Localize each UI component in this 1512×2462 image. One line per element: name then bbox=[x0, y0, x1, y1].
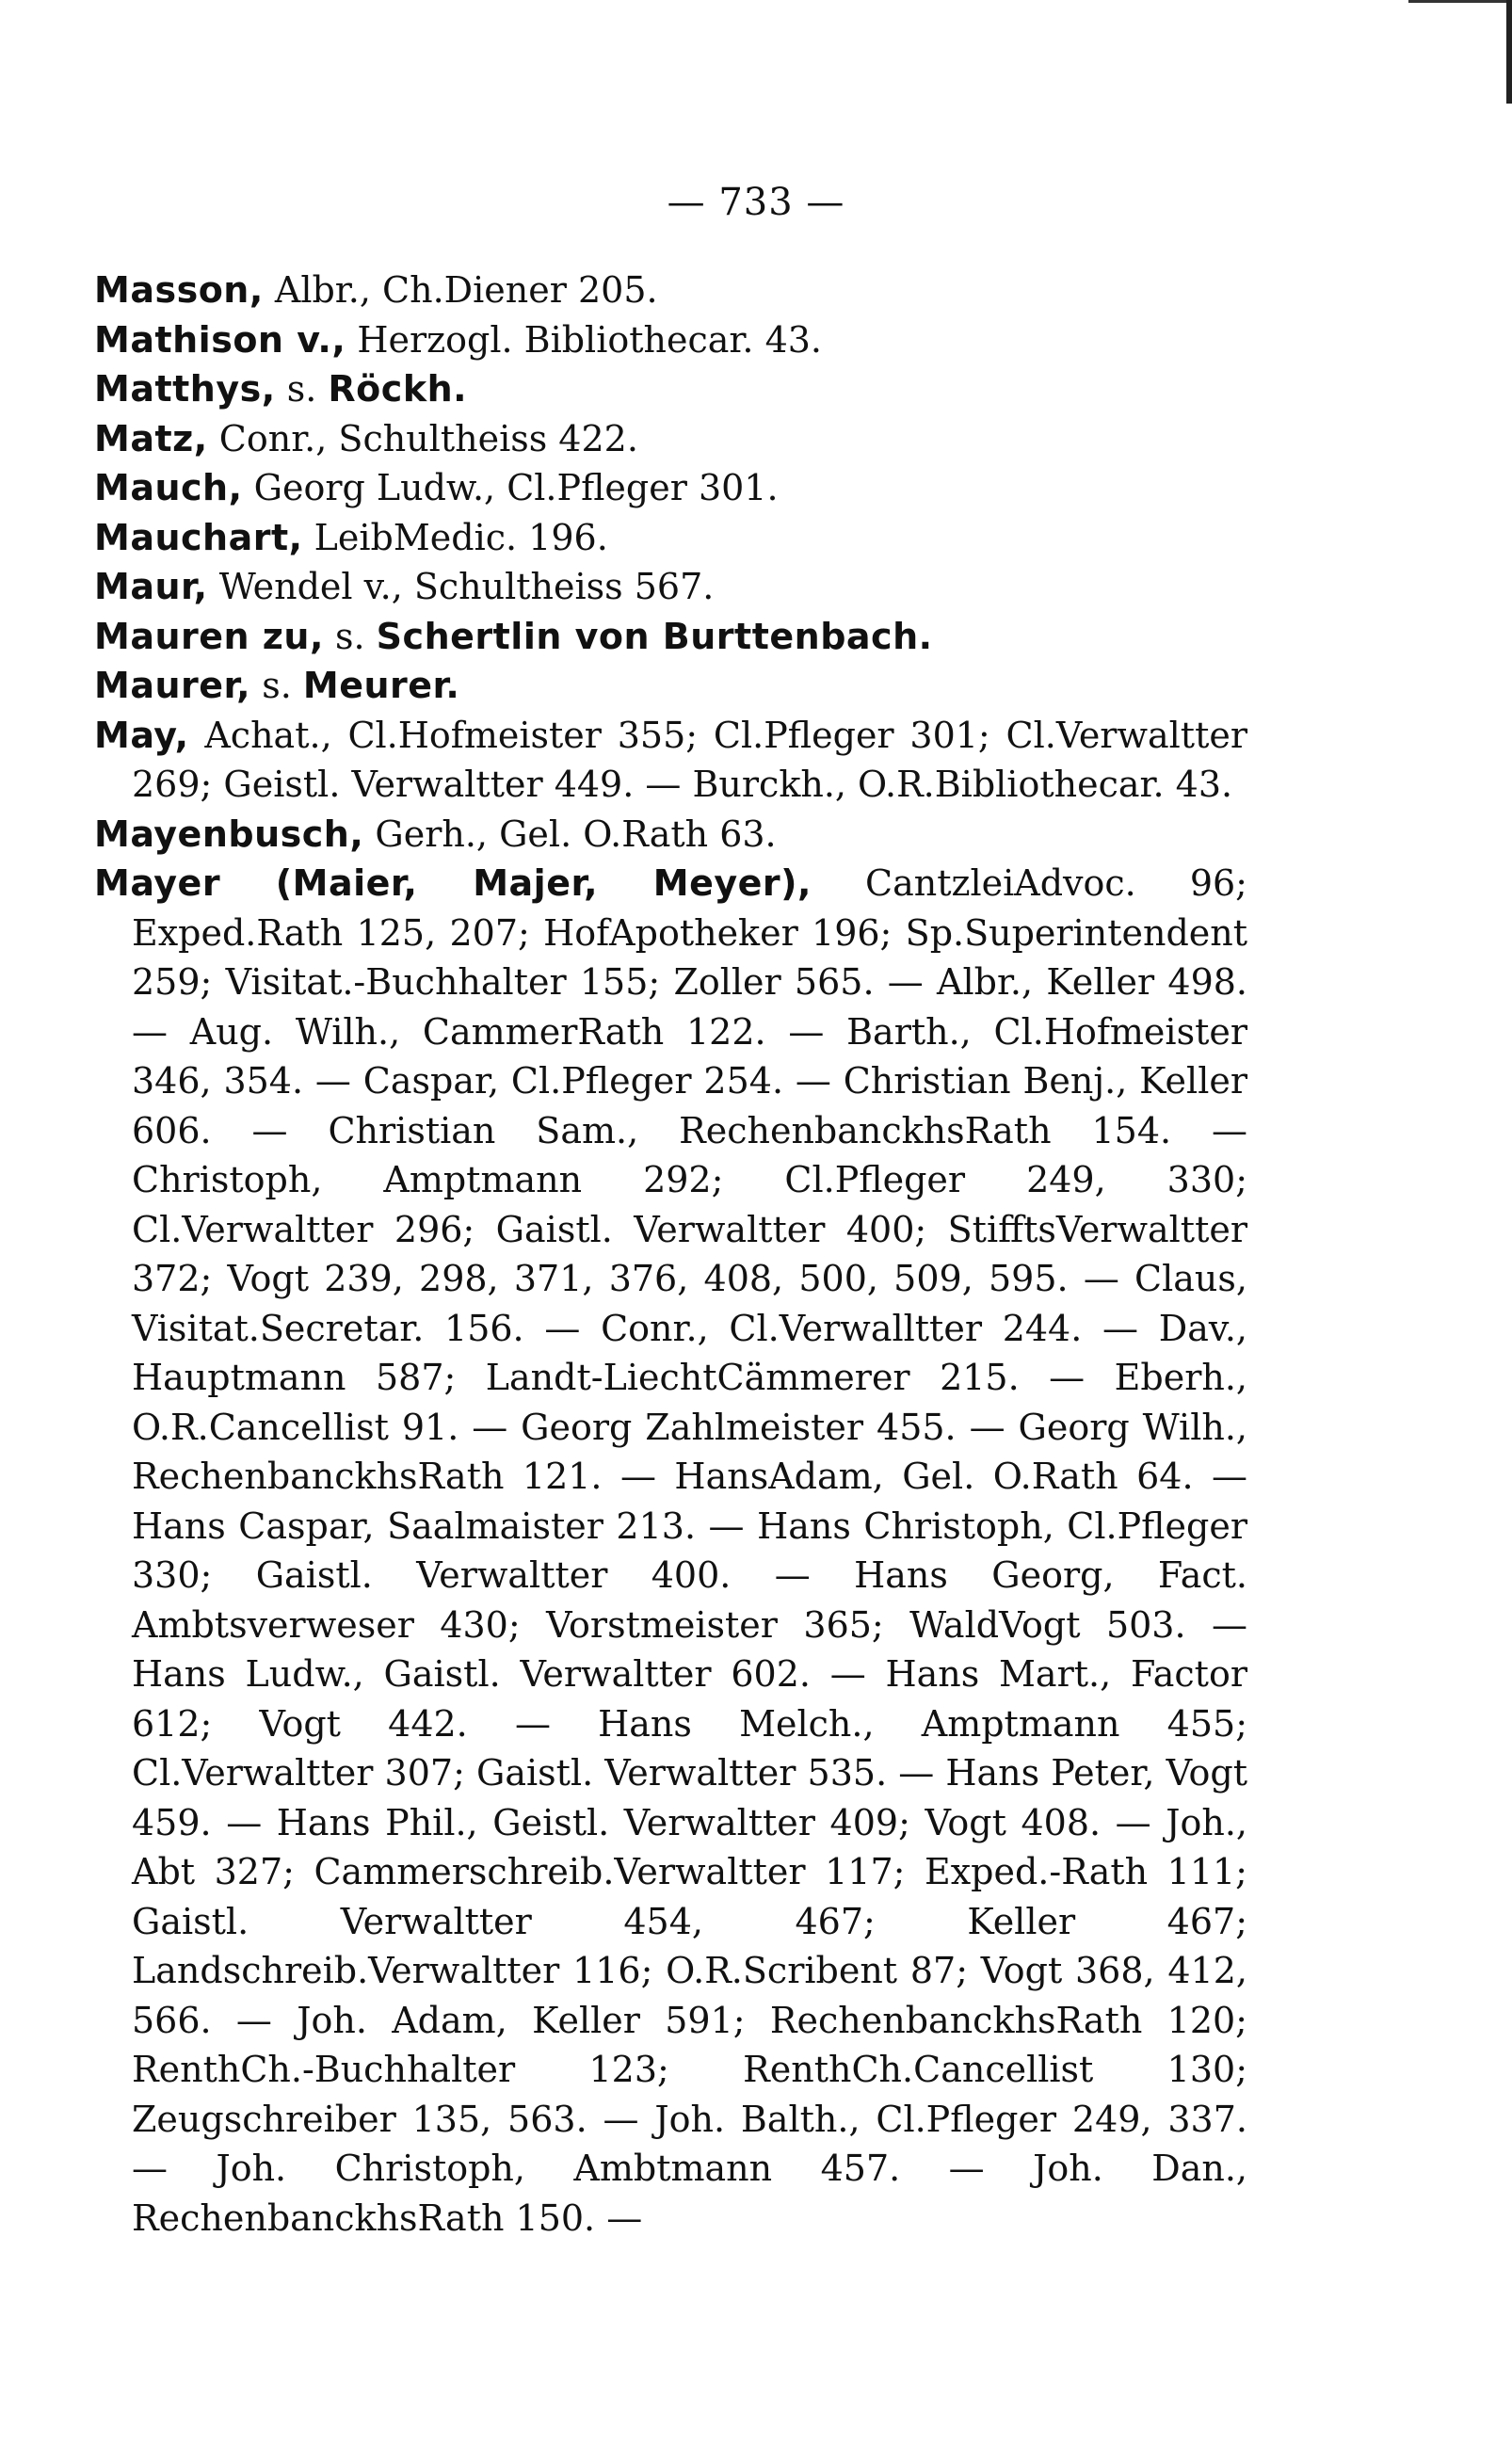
page-edge-mark bbox=[1506, 0, 1512, 104]
entry-text: Conr., Schultheiss 422. bbox=[207, 417, 638, 459]
register-entry bbox=[94, 513, 1247, 563]
entry-text: LeibMedic. 196. bbox=[302, 516, 608, 558]
entry-see-also: s. bbox=[323, 615, 377, 657]
entry-cross-reference: Schertlin von Burttenbach. bbox=[376, 615, 933, 657]
register-entry bbox=[94, 463, 1247, 513]
entry-text: CantzleiAdvoc. 96; Exped.Rath 125, 207; HofApotheker 196; Sp.Superintendent 259; Visitat.-Buchhalter 155; Zoller 565. — Albr., Keller 498. — Aug. Wilh., CammerRath 122. — Barth., Cl.Hofmeister 346, 354. — Caspar, Cl.Pfleger 254. — Christian Benj., Keller 606. — Christian Sam., RechenbanckhsRath 154. — Christoph, Amptmann 292; Cl.Pfleger 249, 330; Cl.Verwaltter 296; Gaistl. Verwaltter 400; StifftsVerwaltter 372; Vogt 239, 298, 371, 376, 408, 500, 509, 595. — Claus, Visitat.Secretar. 156. — Conr., Cl.Verwalltter 244. — Dav., Hauptmann 587; Landt-LiechtCämmerer 215. — Eberh., O.R.Cancellist 91. — Georg Zahlmeister 455. — Georg Wilh., RechenbanckhsRath 121. — HansAdam, Gel. O.Rath 64. — Hans Caspar, Saalmaister 213. — Hans Christoph, Cl.Pfleger 330; Gaistl. Verwaltter 400. — Hans Georg, Fact. Ambtsverweser 430; Vorstmeister 365; WaldVogt 503. — Hans Ludw., Gaistl. Verwaltter 602. — Hans Mart., Factor 612; Vogt 442. — Hans Melch., Amptmann 455; Cl.Verwaltter 307; Gaistl. Verwaltter 535. — Hans Peter, Vogt 459. — Hans Phil., Geistl. Verwaltter 409; Vogt 408. — Joh., Abt 327; Cammerschreib.Verwaltter 117; Exped.-Rath 111; Gaistl. Verwaltter 454, 467; Keller 467; Landschreib.Verwaltter 116; O.R.Scribent 87; Vogt 368, 412, 566. — Joh. Adam, Keller 591; RechenbanckhsRath 120; RenthCh.-Buchhalter 123; RenthCh.Cancellist 130; Zeugschreiber 135, 563. — Joh. Balth., Cl.Pfleger 249, 337. — Joh. Christoph, Ambtmann 457. — Joh. Dan., RechenbanckhsRath 150. — bbox=[132, 862, 1247, 2239]
entry-text: Albr., Ch.Diener 205. bbox=[263, 269, 658, 311]
entry-headword: May, bbox=[94, 714, 189, 756]
register-entry bbox=[94, 711, 1247, 810]
register-entry bbox=[94, 612, 1247, 662]
entry-text: Georg Ludw., Cl.Pfleger 301. bbox=[242, 467, 779, 508]
entry-text: Wendel v., Schultheiss 567. bbox=[207, 566, 715, 607]
entry-headword: Mauren zu, bbox=[94, 615, 324, 657]
entry-headword: Mauch, bbox=[94, 467, 243, 508]
register-entry bbox=[94, 562, 1247, 612]
register-entry bbox=[94, 859, 1247, 2243]
entry-headword: Masson, bbox=[94, 269, 264, 311]
entry-text: Gerh., Gel. O.Rath 63. bbox=[363, 813, 777, 855]
entry-headword: Mathison v., bbox=[94, 318, 346, 361]
entry-headword: Maur, bbox=[94, 566, 208, 607]
page-number: — 733 — bbox=[667, 181, 845, 224]
entry-headword: Mayenbusch, bbox=[94, 813, 364, 855]
entry-headword: Matthys, bbox=[94, 368, 276, 410]
register-entry bbox=[94, 364, 1247, 414]
entry-headword: Matz, bbox=[94, 417, 208, 459]
page-edge-mark-top bbox=[1408, 0, 1512, 3]
entry-text: Herzogl. Bibliothecar. 43. bbox=[346, 318, 822, 361]
entry-cross-reference: Meurer. bbox=[302, 665, 460, 706]
register-entries bbox=[94, 266, 1247, 2243]
register-entry bbox=[94, 315, 1247, 365]
entry-cross-reference: Röckh. bbox=[328, 368, 468, 410]
entry-text: Achat., Cl.Hofmeister 355; Cl.Pfleger 301; Cl.Verwaltter 269; Geistl. Verwaltter 449. — Burckh., O.R.Bibliothecar. 43. bbox=[132, 714, 1247, 805]
entry-see-also: s. bbox=[250, 665, 303, 706]
register-entry bbox=[94, 414, 1247, 464]
entry-headword: Mauchart, bbox=[94, 516, 303, 558]
entry-see-also: s. bbox=[275, 368, 329, 410]
register-entry bbox=[94, 661, 1247, 711]
register-entry bbox=[94, 266, 1247, 315]
register-entry bbox=[94, 810, 1247, 860]
entry-headword: Mayer (Maier, Majer, Meyer), bbox=[94, 862, 812, 904]
entry-headword: Maurer, bbox=[94, 665, 251, 706]
